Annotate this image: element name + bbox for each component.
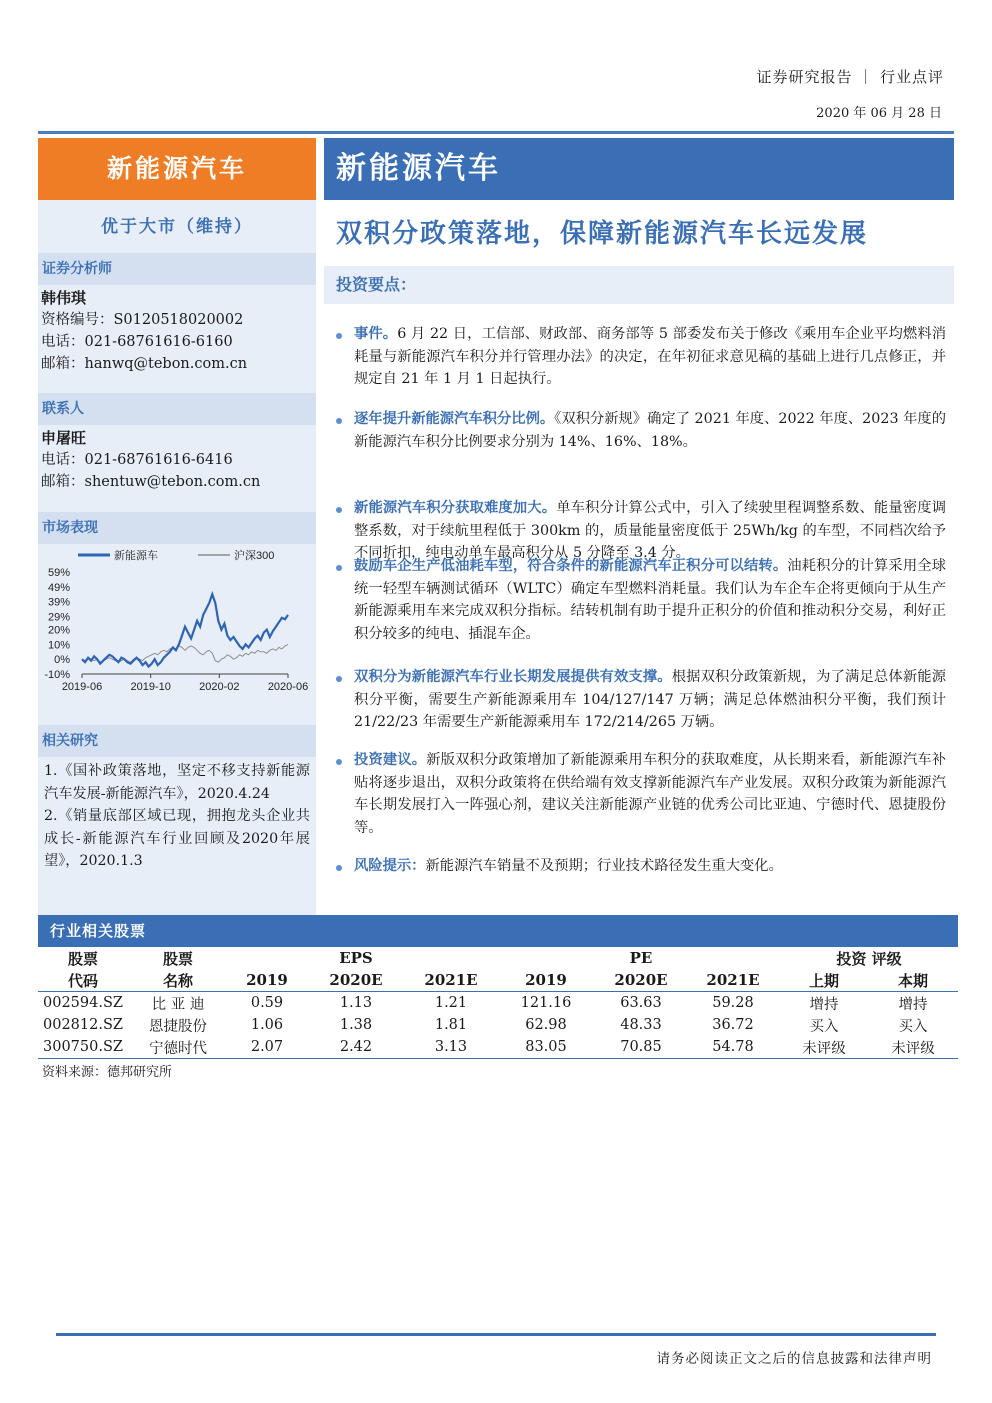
table-cell: 36.72 (712, 1017, 754, 1033)
table-cell: 70.85 (596, 1036, 686, 1059)
table-header-cell: 投资 评级 (836, 949, 902, 968)
table-header-cell: 上期 (780, 969, 868, 992)
table-header-cell: 名称 (128, 969, 228, 992)
table-header-cell: 2019 (228, 969, 306, 992)
table-cell: 比 亚 迪 (151, 996, 205, 1013)
y-tick-label: 0% (54, 654, 70, 667)
key-point-text: 6 月 22 日，工信部、财政部、商务部等 5 部委发布关于修改《乘用车企业平均燃料消耗量与新能源汽车积分并行管理办法》的决定，在年初征求意见稿的基础上进行几点修正，并规定自 21 年 1 月 1 日起执行。 (354, 326, 947, 388)
table-row (38, 1014, 958, 1036)
bullet-icon (336, 333, 342, 339)
key-point-text: 单车积分计算公式中，引入了续驶里程调整系数、能量密度调整系数，对于续航里程低于 300km 的，质量能量密度低于 25Wh/kg 的车型，不同档次给予不同折扣，纯电动单车最高积分从 5 分降至 3.4 分。 (354, 500, 947, 562)
table-cell: 买入 (898, 1018, 928, 1035)
table-header-cell: 股票 (67, 949, 98, 968)
y-tick-label: 49% (47, 581, 70, 594)
table-cell: 1.38 (339, 1017, 373, 1033)
footer-rule (56, 1333, 936, 1336)
disclaimer-note: 请务必阅读正文之后的信息披露和法律声明 (656, 1351, 932, 1367)
analyst-name: 韩伟琪 (41, 289, 87, 307)
table-header-cell: 2019 (496, 969, 596, 992)
table-cell: 002812.SZ (43, 1017, 123, 1033)
table-header-row (38, 947, 958, 969)
table-header-cell (406, 947, 496, 969)
analyst-info (41, 287, 247, 375)
key-point (354, 749, 946, 839)
analyst-email[interactable]: 邮箱：hanwq@tebon.com.cn (41, 356, 248, 372)
bullet-icon (336, 565, 342, 571)
table-cell: 48.33 (620, 1017, 662, 1033)
chart-legend (78, 548, 274, 562)
table-header-cell: 2020E (596, 969, 686, 992)
key-point-lead: 双积分为新能源汽车行业长期发展提供有效支撑。 (354, 669, 672, 685)
related-section-title: 相关研究 (38, 725, 316, 757)
key-point-lead: 逐年提升新能源汽车积分比例。 (354, 411, 555, 427)
bullet-icon (336, 507, 342, 513)
related-stocks-table (38, 947, 958, 1059)
legend-label-hs300: 沪深300 (234, 550, 275, 562)
sector-badge: 新能源汽车 (38, 138, 316, 200)
table-header-cell: 股票 (162, 949, 193, 968)
bullet-icon (336, 676, 342, 682)
x-tick-label: 2019-10 (130, 681, 171, 693)
y-tick-label: 20% (47, 624, 70, 637)
table-cell: 3.13 (406, 1036, 496, 1059)
key-point (354, 408, 946, 453)
table-header-cell: EPS (339, 949, 373, 967)
key-point-lead: 鼓励车企生产低油耗车型，符合条件的新能源汽车正积分可以结转。 (354, 558, 788, 574)
report-title: 双积分政策落地，保障新能源汽车长远发展 (336, 219, 869, 249)
table-header-cell: 代码 (38, 969, 128, 992)
table-header-cell (686, 947, 780, 969)
table-header-cell: 本期 (868, 969, 958, 992)
contact-name: 申屠旺 (41, 429, 87, 447)
table-cell: 2.42 (306, 1036, 406, 1059)
header-rule (38, 131, 954, 134)
table-header-cell: 2020E (306, 969, 406, 992)
table-cell: 300750.SZ (38, 1036, 128, 1059)
market-section-title: 市场表现 (38, 512, 316, 544)
x-tick-label: 2020-02 (199, 681, 240, 693)
x-tick-label: 2019-06 (61, 681, 103, 693)
table-header-cell (496, 947, 596, 969)
key-point (354, 323, 946, 391)
table-cell: 增持 (809, 996, 839, 1013)
key-point-lead: 风险提示： (354, 858, 426, 874)
key-point-lead: 新能源汽车积分获取难度加大。 (354, 500, 557, 516)
table-cell: 63.63 (620, 995, 662, 1011)
related-research-list (44, 760, 310, 873)
related-stocks-title: 行业相关股票 (38, 915, 958, 947)
bullet-icon (336, 418, 342, 424)
rating-label: 优于大市（维持） (101, 217, 253, 237)
y-tick-label: 10% (47, 639, 70, 652)
table-cell: 1.21 (434, 995, 468, 1011)
bullet-icon (336, 865, 342, 871)
report-type: 证券研究报告 ｜ 行业点评 (756, 68, 944, 86)
y-tick-label: 59% (47, 567, 70, 579)
key-point-text: 新能源汽车销量不及预期；行业技术路径发生重大变化。 (425, 858, 783, 874)
table-row (38, 992, 958, 1015)
table-header-cell: 2021E (686, 969, 780, 992)
table-cell: 2.07 (228, 1036, 306, 1059)
key-point-text: 《双积分新规》确定了 2021 年度、2022 年度、2023 年度的新能源汽车积分比例要求分别为 14%、16%、18%。 (354, 411, 947, 450)
table-cell: 002594.SZ (43, 995, 123, 1011)
report-date: 2020 年 06 月 28 日 (816, 106, 942, 121)
data-source: 资料来源：德邦研究所 (42, 1065, 173, 1080)
analyst-cert: 资格编号：S0120518020002 (41, 312, 244, 328)
market-performance-chart (38, 543, 316, 698)
table-header-cell (228, 947, 306, 969)
key-point-lead: 投资建议。 (354, 752, 427, 768)
table-cell: 未评级 (780, 1036, 868, 1059)
y-tick-label: -10% (44, 669, 70, 681)
table-cell: 121.16 (520, 995, 572, 1011)
key-point-text: 油耗积分的计算采用全球统一轻型车辆测试循环（WLTC）确定车型燃料消耗量。我们认为车企车企将更倾向于从生产新能源乘用车来完成双积分指标。结转机制有助于提升正积分的价值和推动积分交易，利好正积分较多的纯电、插混车企。 (354, 558, 947, 642)
contact-phone: 电话：021-68761616-6416 (41, 452, 233, 468)
key-point (354, 555, 946, 645)
bullet-icon (336, 759, 342, 765)
table-cell: 宁德时代 (128, 1036, 228, 1059)
related-item[interactable]: 2.《销量底部区域已现，拥抱龙头企业共成长-新能源汽车行业回顾及2020年展望》，2020.1.3 (44, 808, 310, 869)
x-tick-label: 2020-06 (267, 681, 309, 693)
table-header-cell: 2021E (406, 969, 496, 992)
analyst-section-title: 证券分析师 (38, 253, 316, 285)
contact-info (41, 427, 260, 493)
key-points-title: 投资要点： (324, 266, 954, 304)
contact-email[interactable]: 邮箱：shentuw@tebon.com.cn (41, 474, 261, 490)
table-cell: 1.81 (434, 1017, 468, 1033)
series-line-ev (82, 594, 288, 666)
legend-label-ev: 新能源车 (114, 550, 158, 562)
series-line-hs300 (82, 644, 288, 662)
table-cell: 增持 (898, 996, 928, 1013)
y-tick-label: 29% (47, 611, 70, 624)
key-point-lead: 事件。 (354, 326, 398, 342)
sector-banner: 新能源汽车 (324, 138, 954, 200)
key-point (354, 666, 946, 734)
table-cell: 买入 (809, 1018, 839, 1035)
contact-section-title: 联系人 (38, 393, 316, 425)
table-row (38, 1036, 958, 1059)
y-axis-ticks (44, 567, 70, 681)
table-cell: 54.78 (686, 1036, 780, 1059)
table-cell: 62.98 (525, 1017, 567, 1033)
table-cell: 59.28 (712, 995, 754, 1011)
x-axis-ticks (62, 674, 308, 693)
table-cell: 1.06 (250, 1017, 284, 1033)
table-cell: 未评级 (868, 1036, 958, 1059)
related-item[interactable]: 1.《国补政策落地，坚定不移支持新能源汽车发展-新能源汽车》，2020.4.24 (44, 763, 310, 802)
table-cell: 恩捷股份 (149, 1018, 207, 1035)
key-point (354, 855, 946, 878)
y-tick-label: 39% (47, 596, 70, 609)
table-header-cell: PE (629, 949, 653, 967)
table-header-row (38, 969, 958, 992)
key-point-text: 新版双积分政策增加了新能源乘用车积分的获取难度，从长期来看，新能源汽车补贴将逐步退出，双积分政策将在供给端有效支撑新能源汽车产业发展。双积分政策为新能源汽车长期发展打入一阵强心剂，建议关注新能源产业链的优秀公司比亚迪、宁德时代、恩捷股份等。 (354, 752, 947, 836)
analyst-phone: 电话：021-68761616-6160 (41, 334, 233, 350)
key-point-text: 根据双积分政策新规，为了满足总体新能源积分平衡，需要生产新能源乘用车 104/127/147 万辆；满足总体燃油积分平衡，我们预计 21/22/23 年需要生产新能源乘用车 172/214/265 万辆。 (354, 669, 946, 731)
table-cell: 83.05 (496, 1036, 596, 1059)
table-cell: 0.59 (250, 995, 284, 1011)
table-cell: 1.13 (339, 995, 373, 1011)
